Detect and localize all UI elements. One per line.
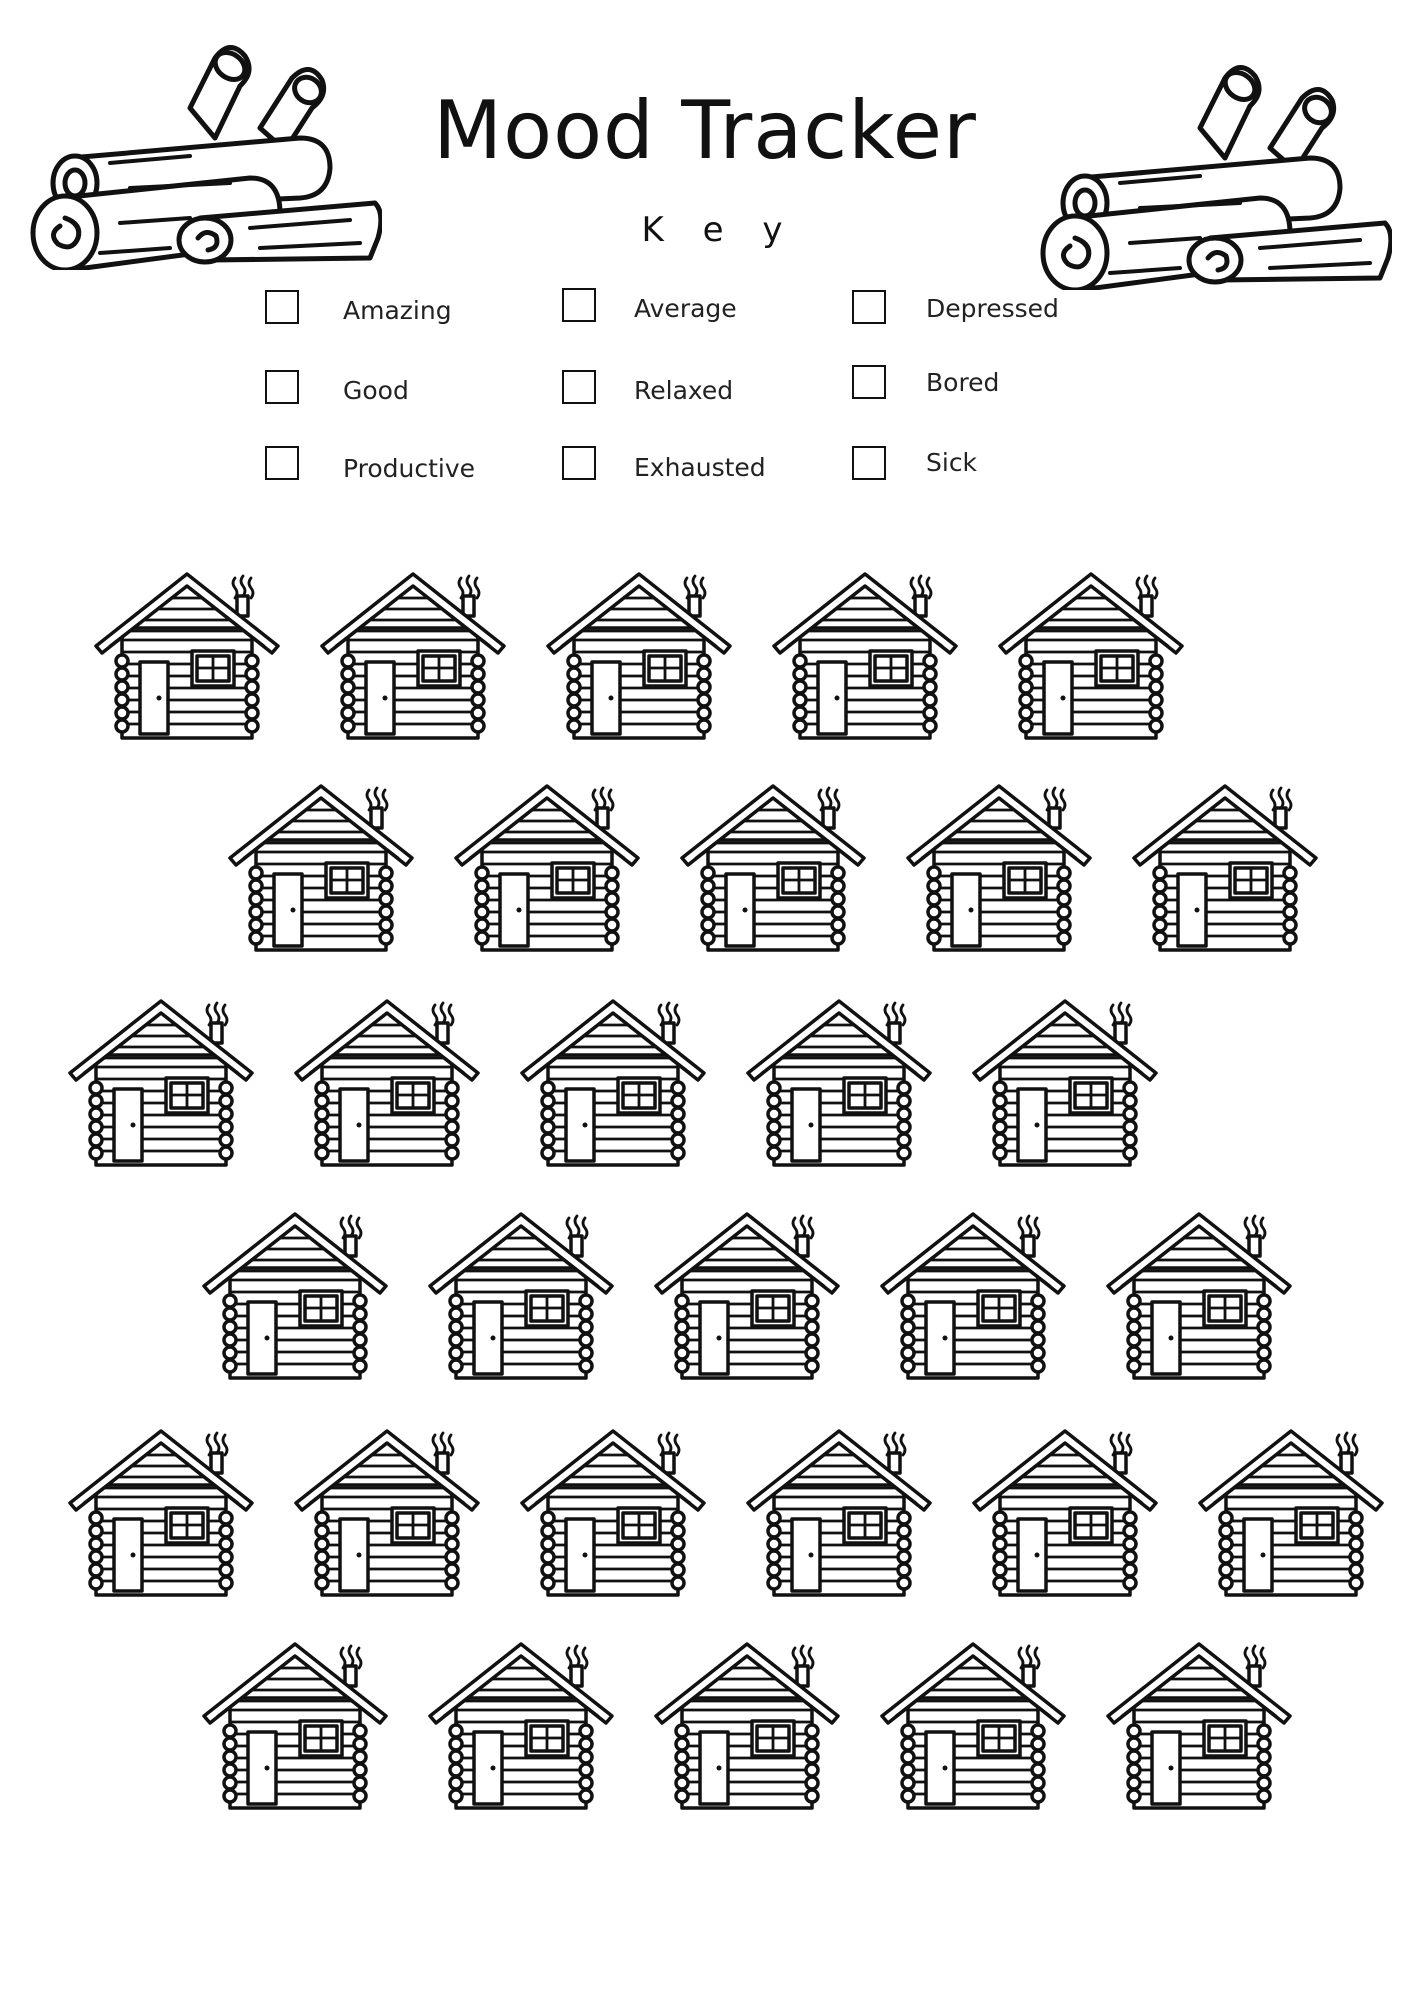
key-checkbox[interactable] — [852, 446, 886, 480]
log-cabin-icon[interactable] — [426, 1208, 616, 1380]
log-cabin-icon[interactable] — [1196, 1425, 1386, 1597]
key-label: Depressed — [926, 294, 1059, 323]
log-cabin-icon[interactable] — [996, 568, 1186, 740]
key-checkbox[interactable] — [562, 288, 596, 322]
log-cabin-icon[interactable] — [200, 1638, 390, 1810]
log-cabin-icon[interactable] — [904, 780, 1094, 952]
key-checkbox[interactable] — [562, 446, 596, 480]
log-cabin-icon[interactable] — [544, 568, 734, 740]
log-cabin-icon[interactable] — [678, 780, 868, 952]
key-label: Sick — [926, 448, 978, 477]
key-label: Bored — [926, 368, 1000, 397]
key-heading: K e y — [641, 210, 797, 250]
log-cabin-icon[interactable] — [66, 1425, 256, 1597]
log-cabin-icon[interactable] — [200, 1208, 390, 1380]
key-label: Amazing — [343, 296, 452, 325]
log-cabin-icon[interactable] — [318, 568, 508, 740]
log-cabin-icon[interactable] — [66, 995, 256, 1167]
log-cabin-icon[interactable] — [292, 1425, 482, 1597]
key-checkbox[interactable] — [265, 370, 299, 404]
log-cabin-icon[interactable] — [1104, 1638, 1294, 1810]
log-cabin-icon[interactable] — [226, 780, 416, 952]
log-cabin-icon[interactable] — [744, 1425, 934, 1597]
key-checkbox[interactable] — [265, 290, 299, 324]
log-cabin-icon[interactable] — [770, 568, 960, 740]
log-cabin-icon[interactable] — [426, 1638, 616, 1810]
log-cabin-icon[interactable] — [652, 1638, 842, 1810]
log-cabin-icon[interactable] — [878, 1638, 1068, 1810]
key-label: Average — [634, 294, 737, 323]
log-cabin-icon[interactable] — [970, 1425, 1160, 1597]
key-checkbox[interactable] — [562, 370, 596, 404]
key-checkbox[interactable] — [852, 365, 886, 399]
log-cabin-icon[interactable] — [1130, 780, 1320, 952]
log-cabin-icon[interactable] — [1104, 1208, 1294, 1380]
log-cabin-icon[interactable] — [744, 995, 934, 1167]
log-cabin-icon[interactable] — [292, 995, 482, 1167]
log-cabin-icon[interactable] — [452, 780, 642, 952]
log-cabin-icon[interactable] — [92, 568, 282, 740]
page-title: Mood Tracker — [433, 84, 977, 177]
key-checkbox[interactable] — [852, 290, 886, 324]
log-cabin-icon[interactable] — [878, 1208, 1068, 1380]
key-label: Good — [343, 376, 409, 405]
key-label: Exhausted — [634, 453, 766, 482]
key-label: Productive — [343, 454, 476, 483]
key-label: Relaxed — [634, 376, 734, 405]
log-cabin-icon[interactable] — [518, 1425, 708, 1597]
key-checkbox[interactable] — [265, 446, 299, 480]
log-cabin-icon[interactable] — [970, 995, 1160, 1167]
log-cabin-icon[interactable] — [652, 1208, 842, 1380]
log-cabin-icon[interactable] — [518, 995, 708, 1167]
